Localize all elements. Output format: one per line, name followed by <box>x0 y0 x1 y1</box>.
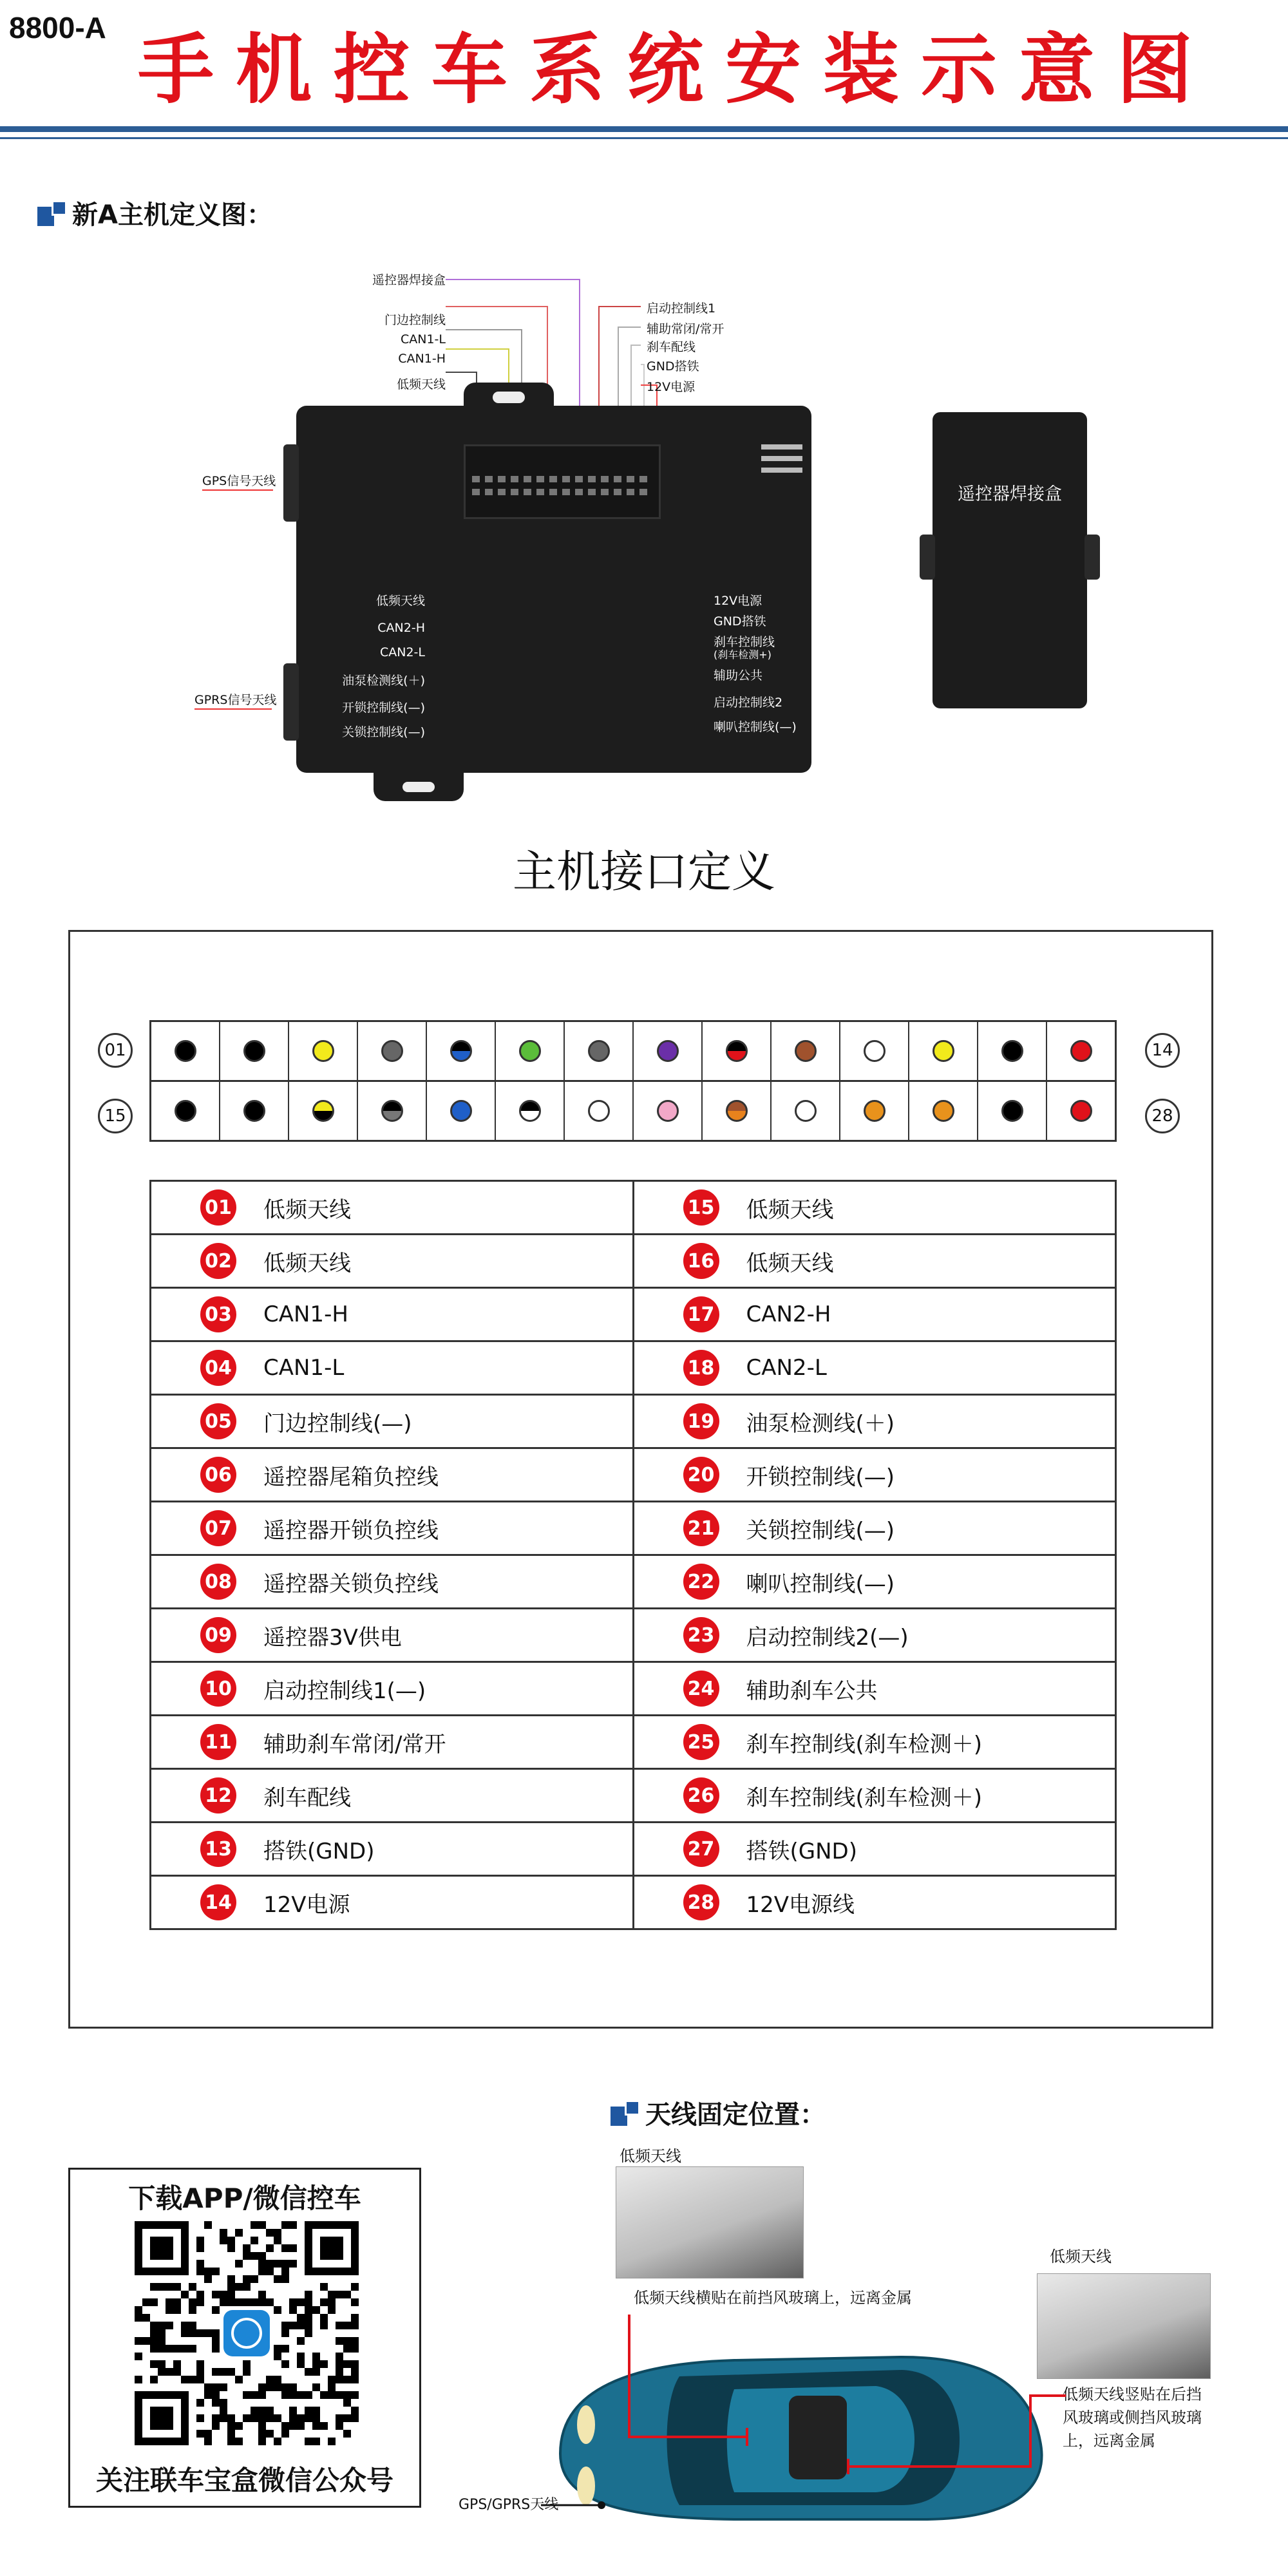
label-horn: 喇叭控制线(—) <box>714 720 797 734</box>
label-brake: 刹车配线 <box>647 340 696 354</box>
pin-number-badge: 01 <box>200 1189 236 1226</box>
label-gnd: GND搭铁 <box>647 359 699 374</box>
wire-color-dot <box>588 1040 610 1062</box>
section-antenna <box>611 2094 826 2131</box>
pin-function-label: CAN1-H <box>263 1302 348 1327</box>
wire-color-dot <box>1070 1040 1092 1062</box>
pin-definition-cell <box>633 1288 1116 1341</box>
pin-cell <box>220 1022 289 1080</box>
pin-function-label: 油泵检测线(＋) <box>746 1410 895 1437</box>
qr-code-panel <box>68 2168 421 2508</box>
device-top-left-labels <box>303 270 446 392</box>
label-remote-box: 遥控器焊接盒 <box>372 273 446 287</box>
qr-code-image <box>126 2221 368 2453</box>
pin-number-badge: 12 <box>200 1777 236 1814</box>
label-can2h: CAN2-H <box>377 621 425 635</box>
pin-cell <box>358 1082 427 1140</box>
pin-number-badge: 27 <box>683 1831 719 1867</box>
pin-function-label: 刹车控制线(刹车检测＋) <box>746 1785 983 1811</box>
wire-color-dot <box>519 1040 541 1062</box>
pin-function-label: 遥控器开锁负控线 <box>263 1517 439 1544</box>
pin-definition-cell <box>633 1181 1116 1235</box>
pin-function-label: 遥控器3V供电 <box>263 1624 402 1651</box>
wire-color-dot <box>381 1040 403 1062</box>
row2-start-marker: 15 <box>98 1099 133 1133</box>
pin-cell <box>151 1082 220 1140</box>
photo2-note-line2: 风玻璃或侧挡风玻璃 <box>1063 2409 1202 2427</box>
pin-definition-cell <box>633 1448 1116 1502</box>
pin-cell <box>289 1082 358 1140</box>
pin-definition-cell <box>151 1502 634 1555</box>
section-square-icon <box>611 2100 636 2126</box>
table-row <box>151 1716 1116 1769</box>
pin-function-label: 12V电源线 <box>746 1891 855 1918</box>
wire-color-dot <box>450 1040 472 1062</box>
table-row <box>151 1823 1116 1876</box>
connector-port <box>464 444 661 519</box>
pin-number-badge: 20 <box>683 1457 719 1493</box>
pin-cell <box>909 1022 978 1080</box>
row1-start-marker: 01 <box>98 1033 133 1068</box>
section-square-icon <box>37 200 63 226</box>
pin-definition-cell <box>633 1341 1116 1395</box>
bottom-tab <box>374 773 464 801</box>
pin-definition-cell <box>151 1395 634 1448</box>
wire-color-dot <box>381 1100 403 1122</box>
pin-cell <box>978 1022 1047 1080</box>
device-inner-left-labels <box>316 591 425 740</box>
pin-function-label: 关锁控制线(—) <box>746 1517 895 1544</box>
pin-function-label: 辅助刹车常闭/常开 <box>263 1731 446 1757</box>
wire-color-dot <box>657 1040 679 1062</box>
pin-function-label: 启动控制线1(—) <box>263 1678 426 1704</box>
pin-function-label: 遥控器尾箱负控线 <box>263 1464 439 1490</box>
wire-color-dot <box>933 1100 954 1122</box>
device-inner-right-labels <box>714 591 797 735</box>
photo2-note-line3: 上，远离金属 <box>1063 2432 1155 2450</box>
device-top-right-labels <box>647 299 724 395</box>
pin-function-label: 刹车配线 <box>263 1785 351 1811</box>
pin-function-label: 门边控制线(—) <box>263 1410 412 1437</box>
pin-cell <box>772 1022 840 1080</box>
pin-number-badge: 16 <box>683 1243 719 1279</box>
pin-number-badge: 19 <box>683 1403 719 1439</box>
row1-end-marker: 14 <box>1145 1033 1180 1068</box>
pin-cell <box>565 1022 634 1080</box>
pin-cell <box>978 1082 1047 1140</box>
pin-number-badge: 11 <box>200 1724 236 1760</box>
table-row <box>151 1609 1116 1662</box>
pin-number-badge: 15 <box>683 1189 719 1226</box>
pin-cell <box>565 1082 634 1140</box>
wire-color-dot <box>864 1040 886 1062</box>
pin-number-badge: 07 <box>200 1510 236 1546</box>
pin-definition-cell <box>151 1823 634 1876</box>
pin-number-badge: 09 <box>200 1617 236 1653</box>
wire-color-dot <box>795 1100 817 1122</box>
table-row <box>151 1555 1116 1609</box>
wire-color-dot <box>175 1100 196 1122</box>
pin-number-badge: 21 <box>683 1510 719 1546</box>
wire-color-dot <box>1001 1040 1023 1062</box>
label-aux-common: 辅助公共 <box>714 668 763 683</box>
label-brake-ctrl: 刹车控制线 <box>714 635 775 649</box>
table-row <box>151 1769 1116 1823</box>
pin-definition-cell <box>633 1609 1116 1662</box>
photo1-label: 低频天线 <box>620 2147 681 2165</box>
wire-color-dot <box>243 1100 265 1122</box>
pin-function-label: 低频天线 <box>263 1250 351 1276</box>
gprs-connector <box>283 663 299 741</box>
pin-number-badge: 17 <box>683 1296 719 1332</box>
table-row <box>151 1876 1116 1929</box>
pin-number-badge: 22 <box>683 1564 719 1600</box>
table-row <box>151 1662 1116 1716</box>
label-gps-antenna: GPS信号天线 <box>202 474 276 488</box>
pin-cell <box>703 1082 772 1140</box>
pin-cell <box>634 1082 703 1140</box>
pin-definition-cell <box>633 1716 1116 1769</box>
photo2-note <box>1063 2383 1202 2452</box>
gps-connector <box>283 444 299 522</box>
pin-cell <box>909 1082 978 1140</box>
pin-number-badge: 06 <box>200 1457 236 1493</box>
wire-color-dot <box>312 1100 334 1122</box>
wire-color-dot <box>726 1100 748 1122</box>
qr-top-text: 下载APP/微信控车 <box>128 2183 361 2214</box>
label-12v: 12V电源 <box>647 380 696 394</box>
label-gnd-inner: GND搭铁 <box>714 614 766 629</box>
pin-number-badge: 25 <box>683 1724 719 1760</box>
qr-bottom-text: 关注联车宝盒微信公众号 <box>95 2465 393 2496</box>
label-start1: 启动控制线1 <box>647 301 716 316</box>
label-start2: 启动控制线2 <box>714 696 783 710</box>
gps-gprs-antenna-label: GPS/GPRS天线 <box>459 2497 559 2513</box>
label-lf-antenna-top: 低频天线 <box>396 377 446 392</box>
section-host-definition-title: 新A主机定义图： <box>72 200 272 230</box>
interface-title: 主机接口定义 <box>512 847 775 898</box>
pin-function-label: 开锁控制线(—) <box>746 1464 895 1490</box>
wire-color-dot <box>1001 1100 1023 1122</box>
pin-function-label: 搭铁(GND) <box>746 1838 857 1864</box>
table-row <box>151 1395 1116 1448</box>
pin-row-2 <box>149 1082 1117 1142</box>
wire-color-dot <box>933 1040 954 1062</box>
top-tab <box>464 383 554 415</box>
pin-function-label: 搭铁(GND) <box>263 1838 375 1864</box>
remote-box-label: 遥控器焊接盒 <box>958 484 1062 504</box>
pin-number-badge: 14 <box>200 1884 236 1920</box>
pin-cell <box>496 1082 565 1140</box>
pin-function-label: 12V电源 <box>263 1891 350 1918</box>
pin-function-label: 遥控器关锁负控线 <box>263 1571 439 1597</box>
label-can2l: CAN2-L <box>379 645 425 659</box>
pin-definition-cell <box>151 1769 634 1823</box>
label-aux: 辅助常闭/常开 <box>647 322 724 336</box>
table-row <box>151 1288 1116 1341</box>
header-rule-thin <box>0 137 1288 139</box>
pin-cell <box>703 1022 772 1080</box>
photo1-note: 低频天线横贴在前挡风玻璃上，远离金属 <box>634 2289 912 2307</box>
pin-definition-cell <box>633 1235 1116 1288</box>
wire-color-dot <box>1070 1100 1092 1122</box>
label-can1h: CAN1-H <box>398 352 446 366</box>
pin-definition-cell <box>633 1823 1116 1876</box>
section-host-definition <box>37 194 272 231</box>
label-door-wire: 门边控制线 <box>384 313 446 327</box>
photo2-note-line1: 低频天线竖贴在后挡 <box>1063 2385 1202 2403</box>
pin-function-label: CAN2-H <box>746 1302 831 1327</box>
pin-definition-cell <box>151 1288 634 1341</box>
pin-number-badge: 04 <box>200 1350 236 1386</box>
label-unlock: 开锁控制线(—) <box>342 701 425 715</box>
wire-color-dot <box>795 1040 817 1062</box>
wire-color-dot <box>243 1040 265 1062</box>
pin-number-badge: 24 <box>683 1671 719 1707</box>
wire-color-dot <box>726 1040 748 1062</box>
remote-solder-box <box>933 412 1087 708</box>
pin-cell <box>634 1022 703 1080</box>
pin-definition-cell <box>633 1555 1116 1609</box>
pin-function-label: 低频天线 <box>746 1250 834 1276</box>
pin-definition-cell <box>151 1235 634 1288</box>
wire-color-dot <box>864 1100 886 1122</box>
pin-definition-cell <box>633 1876 1116 1929</box>
pin-number-badge: 28 <box>683 1884 719 1920</box>
table-row <box>151 1448 1116 1502</box>
wire-color-dot <box>312 1040 334 1062</box>
wire-color-dot <box>588 1100 610 1122</box>
pin-cell <box>840 1022 909 1080</box>
pin-definition-cell <box>151 1555 634 1609</box>
pin-number-badge: 03 <box>200 1296 236 1332</box>
pin-cell <box>289 1022 358 1080</box>
pin-cell <box>1047 1082 1115 1140</box>
label-brake-detect: (刹车检测+) <box>714 649 772 661</box>
photo2-label: 低频天线 <box>1050 2248 1112 2266</box>
pin-number-badge: 23 <box>683 1617 719 1653</box>
pin-definition-cell <box>633 1662 1116 1716</box>
pin-cell <box>772 1082 840 1140</box>
pin-definition-table <box>149 1180 1117 1930</box>
pin-cell <box>427 1022 496 1080</box>
pin-cell <box>220 1082 289 1140</box>
header-rule-thick <box>0 126 1288 132</box>
wire-color-dot <box>175 1040 196 1062</box>
pin-number-badge: 13 <box>200 1831 236 1867</box>
pin-definition-cell <box>151 1716 634 1769</box>
table-row <box>151 1502 1116 1555</box>
model-number: 8800-A <box>9 11 106 44</box>
row2-end-marker: 28 <box>1145 1099 1180 1133</box>
label-lf-antenna-inner: 低频天线 <box>375 594 425 608</box>
pin-definition-cell <box>633 1769 1116 1823</box>
pin-cell <box>1047 1022 1115 1080</box>
table-row <box>151 1341 1116 1395</box>
pin-definition-cell <box>151 1341 634 1395</box>
pin-definition-cell <box>151 1609 634 1662</box>
label-12v-inner: 12V电源 <box>714 594 762 608</box>
pin-color-grid <box>149 1020 1117 1142</box>
pin-definition-cell <box>151 1662 634 1716</box>
pin-number-badge: 18 <box>683 1350 719 1386</box>
table-row <box>151 1181 1116 1235</box>
app-logo-icon <box>223 2310 270 2356</box>
label-can1l: CAN1-L <box>400 332 446 346</box>
pin-cell <box>151 1022 220 1080</box>
label-pump: 油泵检测线(＋) <box>342 674 425 688</box>
pin-number-badge: 08 <box>200 1564 236 1600</box>
pin-definition-cell <box>151 1876 634 1929</box>
front-windshield-photo <box>616 2166 804 2278</box>
page-title: 手机控车系统安装示意图 <box>137 25 1215 114</box>
pin-function-label: 低频天线 <box>746 1197 834 1223</box>
pin-definition-cell <box>633 1502 1116 1555</box>
pin-function-label: 低频天线 <box>263 1197 351 1223</box>
pin-function-label: CAN1-L <box>263 1355 345 1381</box>
label-lock: 关锁控制线(—) <box>342 725 425 739</box>
section-antenna-title: 天线固定位置： <box>645 2100 826 2130</box>
pin-cell <box>840 1082 909 1140</box>
pin-number-badge: 02 <box>200 1243 236 1279</box>
pin-cell <box>358 1022 427 1080</box>
car-top-view <box>541 2293 1069 2563</box>
table-row <box>151 1235 1116 1288</box>
pin-function-label: 刹车控制线(刹车检测＋) <box>746 1731 983 1757</box>
pin-definition-cell <box>151 1181 634 1235</box>
pin-number-badge: 10 <box>200 1671 236 1707</box>
label-gprs-antenna: GPRS信号天线 <box>194 693 277 707</box>
pin-cell <box>496 1022 565 1080</box>
wire-color-dot <box>450 1100 472 1122</box>
wire-color-dot <box>657 1100 679 1122</box>
pin-number-badge: 26 <box>683 1777 719 1814</box>
pin-definition-cell <box>633 1395 1116 1448</box>
pin-function-label: 辅助刹车公共 <box>746 1678 878 1704</box>
pin-function-label: 启动控制线2(—) <box>746 1624 909 1651</box>
pin-number-badge: 05 <box>200 1403 236 1439</box>
pin-cell <box>427 1082 496 1140</box>
pin-definition-cell <box>151 1448 634 1502</box>
pin-row-1 <box>149 1020 1117 1082</box>
pin-function-label: CAN2-L <box>746 1355 827 1381</box>
wire-color-dot <box>519 1100 541 1122</box>
pin-function-label: 喇叭控制线(—) <box>746 1571 895 1597</box>
